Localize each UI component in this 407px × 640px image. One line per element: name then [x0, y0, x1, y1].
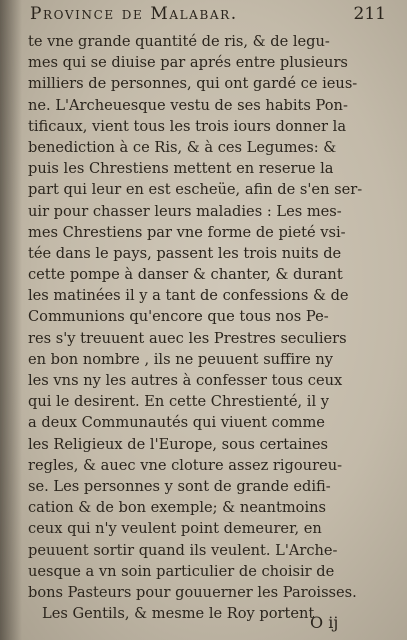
text-line: les vns ny les autres à confesser tous ceux [28, 372, 343, 389]
text-line: tificaux, vient tous les trois iours donner la [28, 117, 347, 135]
text-line: mes Chrestiens par vne forme de pieté vsi- [28, 223, 346, 241]
text-line: mes qui se diuise par aprés entre plusieurs [28, 54, 348, 72]
body-text [28, 31, 370, 624]
text-line: ne. L'Archeuesque vestu de ses habits Pon- [28, 96, 348, 114]
text-line: ceux qui n'y veulent point demeurer, en [28, 520, 322, 538]
page-header [30, 4, 386, 30]
text-line: bons Pasteurs pour gouuerner les Paroisses. [28, 583, 357, 601]
text-line: peuuent sortir quand ils veulent. L'Arche- [28, 541, 338, 559]
text-line: Communions qu'encore que tous nos Pe- [28, 308, 329, 326]
text-line: milliers de personnes, qui ont gardé ce ieus- [28, 75, 358, 93]
text-line: te vne grande quantité de ris, & de legu- [28, 33, 330, 50]
text-line: a deux Communautés qui viuent comme [28, 414, 325, 432]
running-head: Province de Malabar. [30, 4, 238, 24]
text-line: res s'y treuuent auec les Prestres seculiers [28, 329, 347, 347]
text-line: benediction à ce Ris, & à ces Legumes: & [28, 138, 337, 156]
text-line: les matinées il y a tant de confessions & de [28, 287, 349, 305]
signature-mark: O ij [310, 613, 339, 632]
text-line: puis les Chrestiens mettent en reserue la [28, 160, 334, 178]
text-line: uesque a vn soin particulier de choisir de [28, 562, 335, 580]
text-line: qui le desirent. En cette Chrestienté, il y [28, 393, 330, 411]
text-line: regles, & auec vne cloture assez rigoureu- [28, 456, 343, 474]
text-line: en bon nombre , ils ne peuuent suffire ny [28, 350, 334, 368]
text-line: uir pour chasser leurs maladies : Les mes- [28, 202, 342, 220]
text-line: se. Les personnes y sont de grande edifi- [28, 477, 331, 495]
text-line: part qui leur en est escheüe, afin de s'en ser- [28, 181, 363, 199]
page-number: 211 [353, 4, 386, 24]
text-line: cette pompe à danser & chanter, & durant [28, 266, 343, 284]
text-line: cation & de bon exemple; & neantmoins [28, 499, 326, 517]
text-line: Les Gentils, & mesme le Roy portent [42, 605, 315, 623]
text-line: les Religieux de l'Europe, sous certaines [28, 435, 329, 453]
gutter-shadow [0, 0, 22, 640]
text-line: tée dans le pays, passent les trois nuits de [28, 244, 342, 262]
